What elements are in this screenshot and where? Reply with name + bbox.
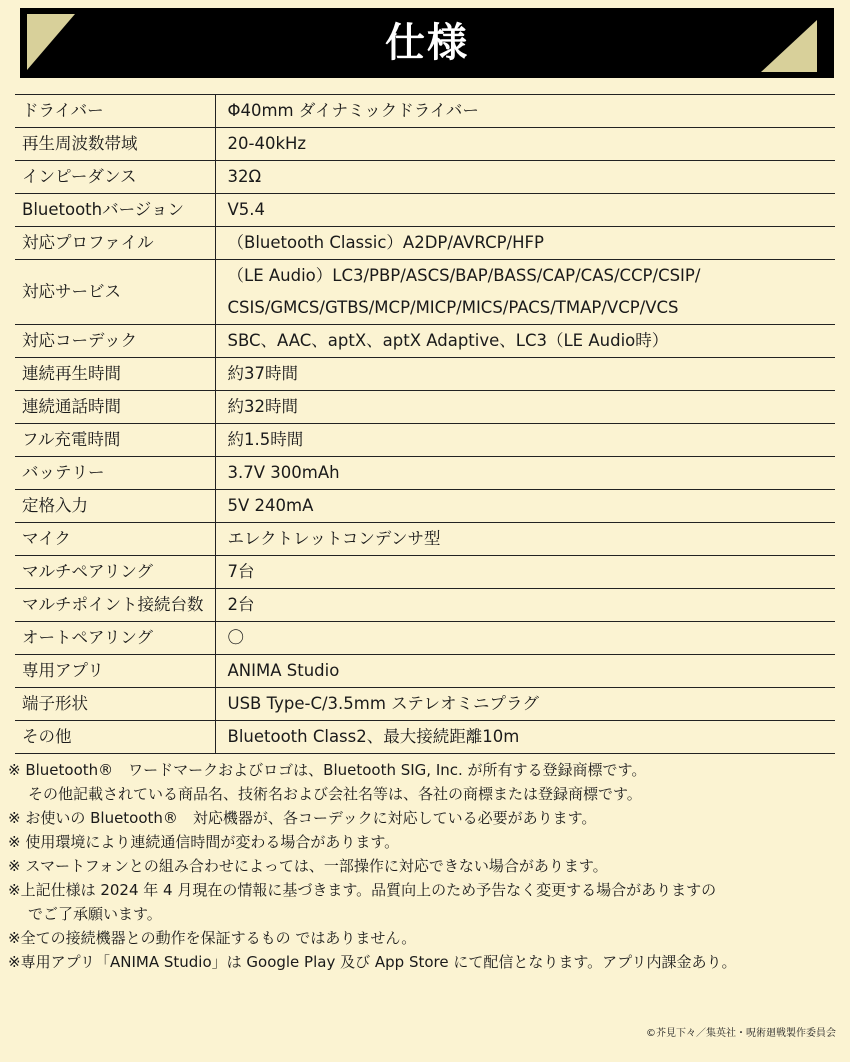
spec-value (215, 490, 835, 523)
spec-value (215, 622, 835, 655)
spec-label: 再生周波数帯域 (15, 128, 215, 161)
notes-section (8, 758, 846, 974)
spec-row (15, 589, 835, 622)
spec-label: 連続通話時間 (15, 391, 215, 424)
spec-row (15, 688, 835, 721)
spec-label: 連続再生時間 (15, 358, 215, 391)
spec-row (15, 128, 835, 161)
spec-label: 端子形状 (15, 688, 215, 721)
spec-value-line: Bluetooth Class2、最大接続距離10m (227, 727, 520, 746)
page-title: 仕様 (385, 19, 469, 66)
note-line: ※ 使用環境により連続通信時間が変わる場合があります。 (8, 833, 400, 851)
spec-row (15, 424, 835, 457)
spec-value-line: 7台 (227, 562, 255, 581)
note-line: ※ お使いの Bluetooth® 対応機器が、各コーデックに対応している必要があります。 (8, 809, 597, 827)
spec-value-line: 5V 240mA (227, 496, 314, 515)
spec-value-line: ANIMA Studio (227, 661, 340, 680)
spec-label: ドライバー (15, 95, 215, 128)
spec-value (215, 556, 835, 589)
spec-value-line: 32Ω (227, 167, 262, 186)
spec-value (215, 227, 835, 260)
spec-label: 専用アプリ (15, 655, 215, 688)
spec-value-line: 2台 (227, 595, 255, 614)
spec-value-line: エレクトレットコンデンサ型 (227, 529, 441, 548)
spec-value (215, 161, 835, 194)
spec-row (15, 556, 835, 589)
spec-value-line: 約1.5時間 (227, 430, 304, 449)
note-line: その他記載されている商品名、技術名および会社名等は、各社の商標または登録商標です。 (28, 785, 642, 803)
note-line: でご了承願います。 (28, 905, 162, 923)
spec-value-line: SBC、AAC、aptX、aptX Adaptive、LC3（LE Audio時） (227, 331, 669, 350)
spec-row (15, 358, 835, 391)
spec-row (15, 457, 835, 490)
spec-row (15, 721, 835, 754)
spec-label: フル充電時間 (15, 424, 215, 457)
spec-value (215, 424, 835, 457)
spec-value-line: 20-40kHz (227, 134, 307, 153)
spec-label: 対応プロファイル (15, 227, 215, 260)
spec-value-line: V5.4 (227, 200, 266, 219)
spec-value-line: USB Type-C/3.5mm ステレオミニプラグ (227, 694, 540, 713)
spec-row (15, 523, 835, 556)
note-line: ※全ての接続機器との動作を保証するもの ではありません。 (8, 929, 417, 947)
spec-value-line: 〇 (227, 628, 244, 647)
spec-label: Bluetoothバージョン (15, 194, 215, 227)
note-line: ※上記仕様は 2024 年 4 月現在の情報に基づきます。品質向上のため予告なく変更する場合がありますの (8, 881, 717, 899)
spec-row (15, 95, 835, 128)
spec-row (15, 194, 835, 227)
spec-label: マルチペアリング (15, 556, 215, 589)
spec-label: マルチポイント接続台数 (15, 589, 215, 622)
note-line: ※専用アプリ「ANIMA Studio」は Google Play 及び App Store にて配信となります。アプリ内課金あり。 (8, 953, 737, 971)
spec-row (15, 655, 835, 688)
spec-value (215, 688, 835, 721)
spec-value-line: （LE Audio）LC3/PBP/ASCS/BAP/BASS/CAP/CAS/CCP/CSIP/ (227, 266, 701, 285)
spec-value-line: Φ40mm ダイナミックドライバー (227, 101, 479, 120)
spec-value (215, 260, 835, 325)
spec-value (215, 655, 835, 688)
spec-row (15, 622, 835, 655)
spec-row (15, 260, 835, 325)
spec-label: オートペアリング (15, 622, 215, 655)
spec-row (15, 161, 835, 194)
spec-row (15, 325, 835, 358)
note-line: ※ Bluetooth® ワードマークおよびロゴは、Bluetooth SIG, Inc. が所有する登録商標です。 (8, 761, 647, 779)
spec-value (215, 194, 835, 227)
note-line: ※ スマートフォンとの組み合わせによっては、一部操作に対応できない場合があります。 (8, 857, 608, 875)
spec-label: マイク (15, 523, 215, 556)
spec-value (215, 457, 835, 490)
spec-value (215, 391, 835, 424)
spec-label: 対応コーデック (15, 325, 215, 358)
spec-value (215, 523, 835, 556)
spec-value-line: CSIS/GMCS/GTBS/MCP/MICP/MICS/PACS/TMAP/VCP/VCS (227, 298, 679, 317)
spec-table (15, 94, 835, 754)
spec-label: インピーダンス (15, 161, 215, 194)
copyright-credit: ©芥見下々／集英社・呪術廻戦製作委員会 (646, 1028, 836, 1039)
spec-label: 定格入力 (15, 490, 215, 523)
title-banner (20, 8, 834, 78)
spec-label: バッテリー (15, 457, 215, 490)
spec-value (215, 325, 835, 358)
spec-value (215, 128, 835, 161)
spec-value (215, 589, 835, 622)
spec-value (215, 358, 835, 391)
spec-label: その他 (15, 721, 215, 754)
spec-value-line: （Bluetooth Classic）A2DP/AVRCP/HFP (227, 233, 544, 252)
spec-value-line: 約37時間 (227, 364, 298, 383)
spec-value (215, 721, 835, 754)
spec-value-line: 約32時間 (227, 397, 298, 416)
spec-row (15, 227, 835, 260)
spec-row (15, 391, 835, 424)
spec-value (215, 95, 835, 128)
spec-row (15, 490, 835, 523)
corner-triangle-right (757, 14, 827, 78)
spec-label: 対応サービス (15, 260, 215, 325)
spec-value-line: 3.7V 300mAh (227, 463, 340, 482)
